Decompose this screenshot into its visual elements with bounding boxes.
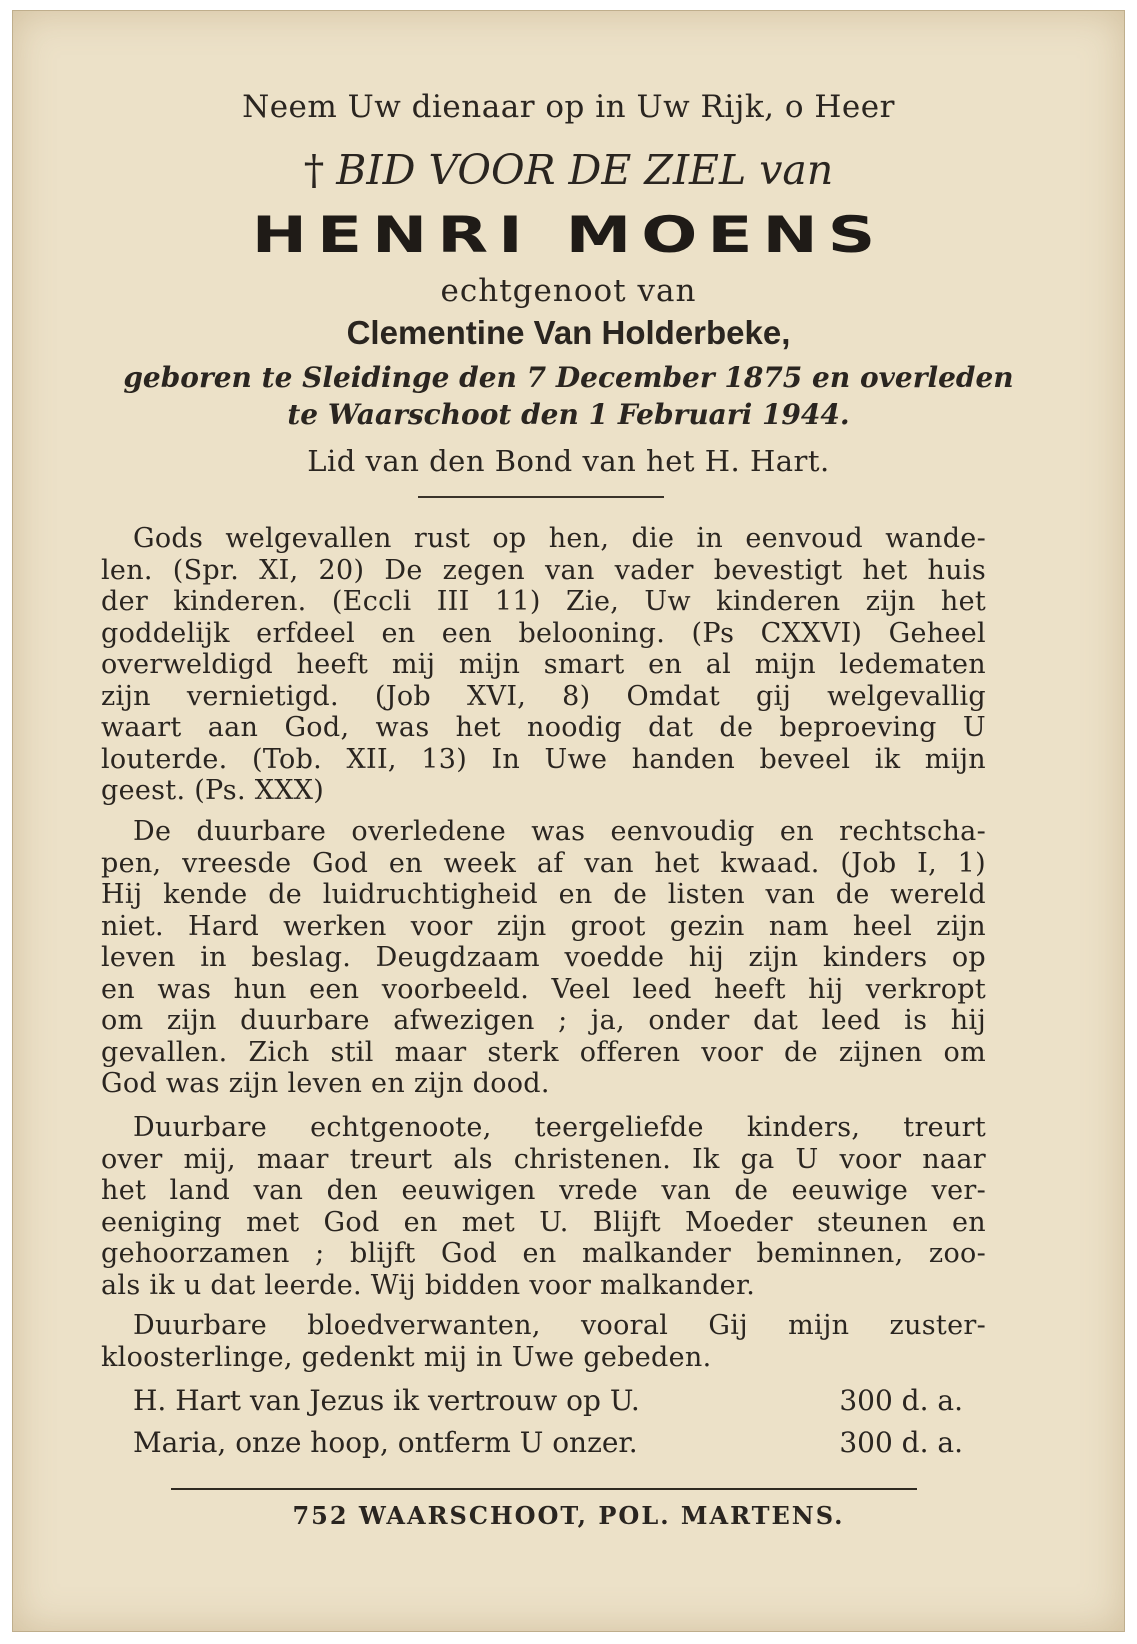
text-line: waart aan God, was het noodig dat de beproeving U xyxy=(101,712,986,743)
bid-voor-de-ziel xyxy=(13,146,1124,194)
invocation-text: Maria, onze hoop, ontferm U onzer. xyxy=(133,1426,638,1459)
opening-prayer: Neem Uw dienaar op in Uw Rijk, o Heer xyxy=(242,89,895,125)
text-line: goddelijk erfdeel en een belooning. (Ps CXXVI) Geheel xyxy=(101,617,986,649)
invocation-text: H. Hart van Jezus ik vertrouw op U. xyxy=(133,1384,640,1417)
footer-divider xyxy=(171,1488,917,1490)
paragraph-relatives xyxy=(101,1310,986,1373)
paragraph-life xyxy=(101,816,986,1100)
text-line: gevallen. Zich stil maar sterk offeren voor de zijnen om xyxy=(101,1036,986,1068)
text-line: kloosterlinge, gedenkt mij in Uwe gebeden. xyxy=(101,1341,712,1373)
header-divider xyxy=(418,496,664,498)
spouse-name: Clementine Van Holderbeke, xyxy=(346,314,791,351)
text-line: zijn vernietigd. (Job XVI, 8) Omdat gij welgevallig xyxy=(101,680,986,712)
text-line: De duurbare overledene was eenvoudig en rechtscha- xyxy=(133,816,986,847)
text-line: leven in beslag. Deugdzaam voedde hij zijn kinders op xyxy=(101,942,986,973)
text-line: als ik u dat leerde. Wij bidden voor malkander. xyxy=(101,1269,756,1301)
printer-imprint: 752 WAARSCHOOT, POL. MARTENS. xyxy=(292,1501,845,1530)
indulgence-days: 300 d. a. xyxy=(839,1384,963,1417)
text-line: God was zijn leven en zijn dood. xyxy=(101,1068,550,1099)
bid-text: BID VOOR DE ZIEL van xyxy=(336,146,834,194)
text-line: niet. Hard werken voor zijn groot gezin nam heel zijn xyxy=(101,910,986,942)
indulgence-days: 300 d. a. xyxy=(839,1426,963,1459)
text-line: en was hun een voorbeeld. Veel leed heeft hij verkropt xyxy=(101,973,986,1005)
text-line: geest. (Ps. XXX) xyxy=(101,775,325,806)
membership-line: Lid van den Bond van het H. Hart. xyxy=(307,444,830,478)
birth-line-1: geboren te Sleidinge den 7 December 1875 en overleden xyxy=(123,361,1014,394)
text-line: pen, vreesde God en week af van het kwaad. (Job I, 1) xyxy=(101,847,986,879)
deceased-name: HENRI MOENS xyxy=(251,206,886,264)
text-line: over mij, maar treurt als christenen. Ik ga U voor naar xyxy=(101,1143,986,1175)
text-line: Duurbare echtgenoote, teergeliefde kinders, treurt xyxy=(133,1112,986,1143)
spouse-prefix: echtgenoot van xyxy=(440,273,697,309)
text-line: Duurbare bloedverwanten, vooral Gij mijn zuster- xyxy=(133,1310,986,1341)
text-line: overweldigd heeft mij mijn smart en al mijn ledematen xyxy=(101,649,986,680)
text-line: der kinderen. (Eccli III 11) Zie, Uw kinderen zijn het xyxy=(101,586,986,617)
text-line: Gods welgevallen rust op hen, die in eenvoud wande- xyxy=(133,523,986,554)
text-line: louterde. (Tob. XII, 13) In Uwe handen beveel ik mijn xyxy=(101,743,986,775)
text-line: om zijn duurbare afwezigen ; ja, onder dat leed is hij xyxy=(101,1005,986,1036)
text-line: Hij kende de luidruchtigheid en de listen van de wereld xyxy=(101,879,986,910)
birth-line-2: te Waarschoot den 1 Februari 1944. xyxy=(287,398,850,431)
paragraph-scripture xyxy=(101,523,986,807)
paragraph-family xyxy=(101,1112,986,1301)
text-line: len. (Spr. XI, 20) De zegen van vader bevestigt het huis xyxy=(101,554,986,586)
text-line: het land van den eeuwigen vrede van de eeuwige ver- xyxy=(101,1175,986,1206)
memorial-card xyxy=(12,10,1125,1632)
text-line: eeniging met God en met U. Blijft Moeder steunen en xyxy=(101,1206,986,1238)
text-line: gehoorzamen ; blijft God en malkander beminnen, zoo- xyxy=(101,1238,986,1269)
cross-icon: † xyxy=(303,146,325,194)
